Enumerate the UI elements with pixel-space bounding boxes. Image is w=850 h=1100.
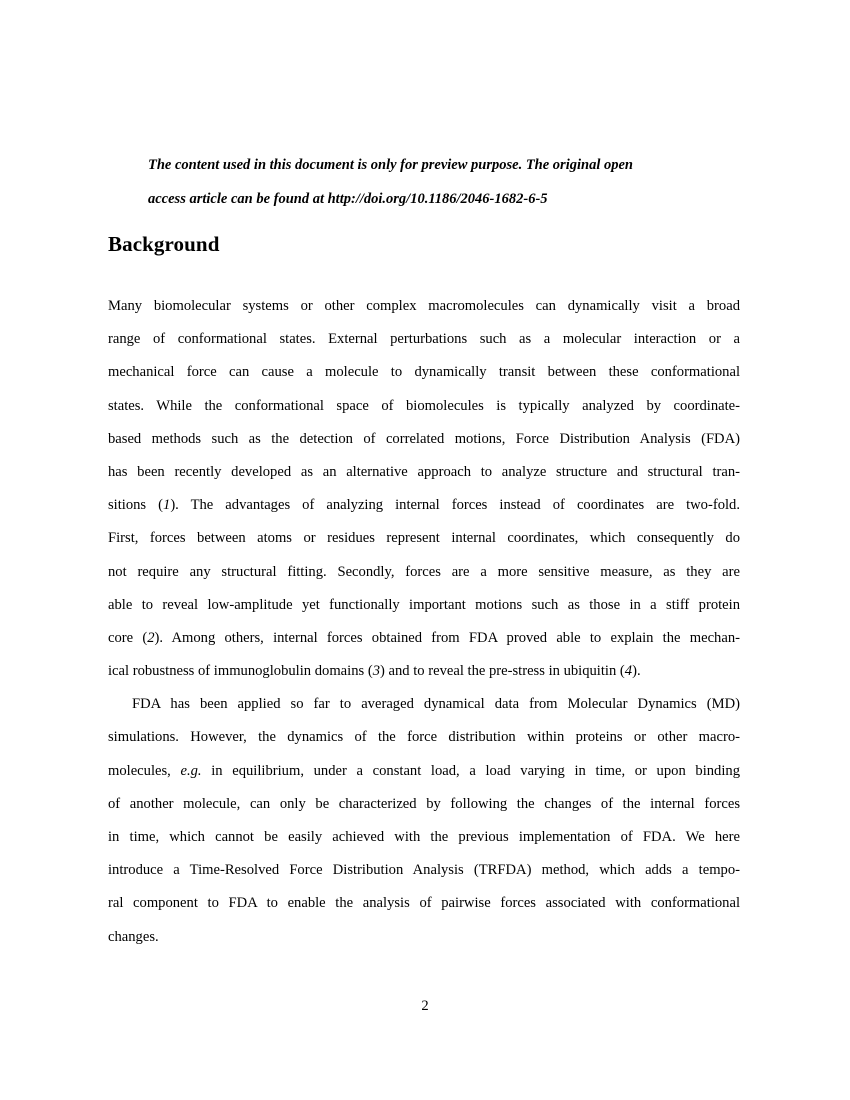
text-line: changes. bbox=[108, 928, 159, 945]
text-line: simulations. However, the dynamics of the force distribution within proteins or other macro- bbox=[108, 729, 740, 746]
text-line: of another molecule, can only be characterized by following the changes of the internal forces bbox=[108, 795, 740, 812]
body-text bbox=[108, 290, 740, 954]
text-line: First, forces between atoms or residues represent internal coordinates, which consequently do bbox=[108, 530, 740, 547]
text-line: FDA has been applied so far to averaged dynamical data from Molecular Dynamics (MD) bbox=[132, 696, 740, 713]
text-line: ical robustness of immunoglobulin domains (3) and to reveal the pre-stress in ubiquitin (4). bbox=[108, 663, 641, 680]
text-line: based methods such as the detection of correlated motions, Force Distribution Analysis (FDA) bbox=[108, 430, 740, 447]
text-line: not require any structural fitting. Secondly, forces are a more sensitive measure, as they are bbox=[108, 563, 740, 580]
text-line: core (2). Among others, internal forces obtained from FDA proved able to explain the mechan- bbox=[108, 629, 740, 646]
preview-notice bbox=[148, 148, 740, 216]
text-line: introduce a Time-Resolved Force Distribution Analysis (TRFDA) method, which adds a tempo- bbox=[108, 862, 740, 879]
text-line: able to reveal low-amplitude yet functionally important motions such as those in a stiff protein bbox=[108, 596, 740, 613]
paragraph-2 bbox=[108, 688, 740, 954]
page-number: 2 bbox=[421, 998, 429, 1014]
section-heading-background: Background bbox=[108, 232, 220, 256]
text-line: mechanical force can cause a molecule to dynamically transit between these conformational bbox=[108, 364, 740, 381]
text-line: molecules, e.g. in equilibrium, under a constant load, a load varying in time, or upon binding bbox=[108, 762, 740, 779]
text-line: states. While the conformational space of biomolecules is typically analyzed by coordinate- bbox=[108, 397, 740, 414]
text-line: in time, which cannot be easily achieved with the previous implementation of FDA. We here bbox=[108, 829, 740, 845]
text-line: Many biomolecular systems or other complex macromolecules can dynamically visit a broad bbox=[108, 298, 740, 314]
preview-notice-line-2: access article can be found at http://doi.org/10.1186/2046-1682-6-5 bbox=[148, 191, 548, 207]
preview-notice-line-1: The content used in this document is only for preview purpose. The original open bbox=[148, 157, 633, 173]
text-line: sitions (1). The advantages of analyzing internal forces instead of coordinates are two-fold. bbox=[108, 497, 740, 514]
text-line: has been recently developed as an alternative approach to analyze structure and structural tran- bbox=[108, 463, 740, 480]
paragraph-1 bbox=[108, 290, 740, 688]
text-line: ral component to FDA to enable the analysis of pairwise forces associated with conformational bbox=[108, 895, 740, 912]
text-line: range of conformational states. External perturbations such as a molecular interaction or a bbox=[108, 331, 740, 348]
